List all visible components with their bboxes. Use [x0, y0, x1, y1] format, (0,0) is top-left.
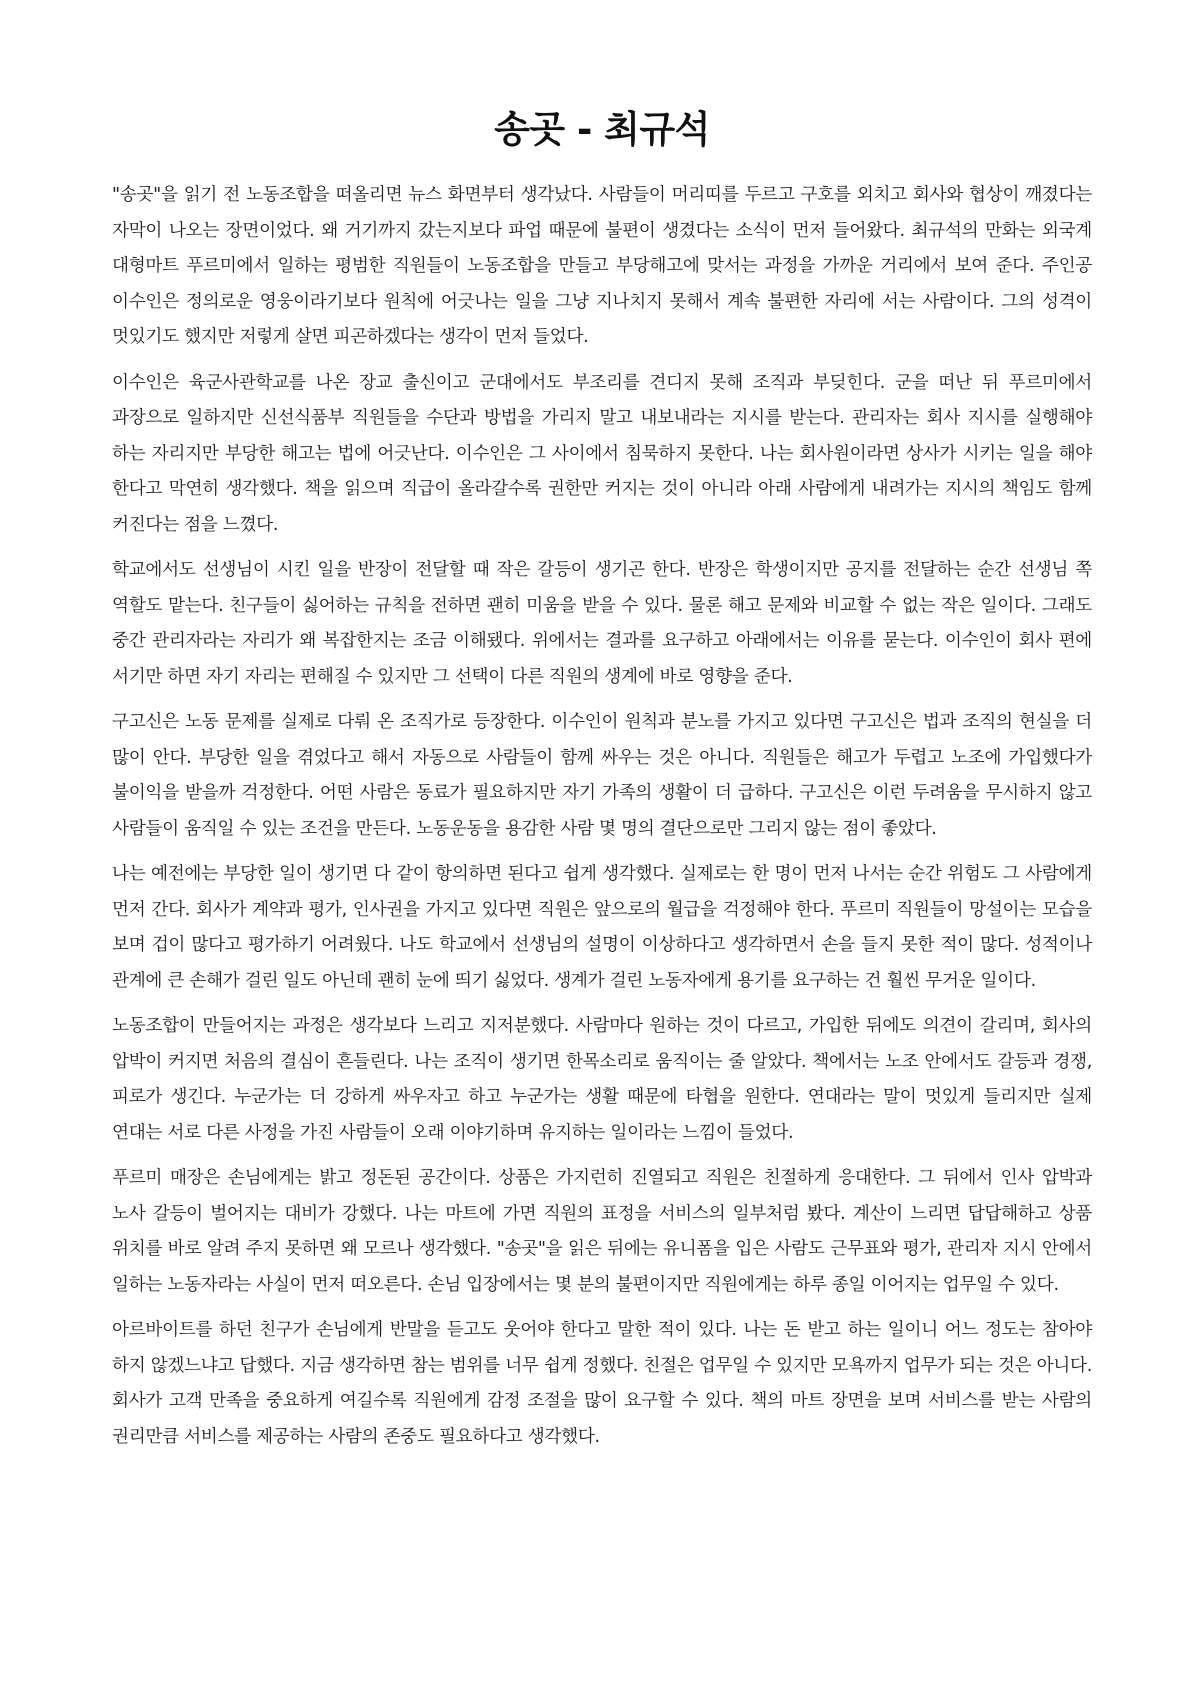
- paragraph: 아르바이트를 하던 친구가 손님에게 반말을 듣고도 웃어야 한다고 말한 적이 있다. 나는 돈 받고 하는 일이니 어느 정도는 참아야 하지 않겠느냐고 답했다. 지금 생각하면 참는 범위를 너무 쉽게 정했다. 친절은 업무일 수 있지만 모욕까지 업무가 되는 것은 아니다. 회사가 고객 만족을 중요하게 여길수록 직원에게 감정 조절을 많이 요구할 수 있다. 책의 마트 장면을 보며 서비스를 받는 사람의 권리만큼 서비스를 제공하는 사람의 존중도 필요하다고 생각했다.: [112, 1320, 1092, 1447]
- paragraph: 구고신은 노동 문제를 실제로 다뤄 온 조직가로 등장한다. 이수인이 원칙과 분노를 가지고 있다면 구고신은 법과 조직의 현실을 더 많이 안다. 부당한 일을 겪었다고 해서 자동으로 사람들이 함께 싸우는 것은 아니다. 직원들은 해고가 두렵고 노조에 가입했다가 불이익을 받을까 걱정한다. 어떤 사람은 동료가 필요하지만 자기 가족의 생활이 더 급하다. 구고신은 이런 두려움을 무시하지 않고 사람들이 움직일 수 있는 조건을 만든다. 노동운동을 용감한 사람 몇 명의 결단으로만 그리지 않는 점이 좋았다.: [112, 712, 1092, 839]
- document-body: [112, 178, 1092, 1455]
- paragraph: 이수인은 육군사관학교를 나온 장교 출신이고 군대에서도 부조리를 견디지 못해 조직과 부딪힌다. 군을 떠난 뒤 푸르미에서 과장으로 일하지만 신선식품부 직원들을 수단과 방법을 가리지 말고 내보내라는 지시를 받는다. 관리자는 회사 지시를 실행해야 하는 자리지만 부당한 해고는 법에 어긋난다. 이수인은 그 사이에서 침묵하지 못한다. 나는 회사원이라면 상사가 시키는 일을 해야 한다고 막연히 생각했다. 책을 읽으며 직급이 올라갈수록 권한만 커지는 것이 아니라 아래 사람에게 내려가는 지시의 책임도 함께 커진다는 점을 느꼈다.: [112, 372, 1092, 535]
- paragraph: "송곳"을 읽기 전 노동조합을 떠올리면 뉴스 화면부터 생각났다. 사람들이 머리띠를 두르고 구호를 외치고 회사와 협상이 깨졌다는 자막이 나오는 장면이었다. 왜 거기까지 갔는지보다 파업 때문에 불편이 생겼다는 소식이 먼저 들어왔다. 최규석의 만화는 외국계 대형마트 푸르미에서 일하는 평범한 직원들이 노동조합을 만들고 부당해고에 맞서는 과정을 가까운 거리에서 보여 준다. 주인공 이수인은 정의로운 영웅이라기보다 원칙에 어긋나는 일을 그냥 지나치지 못해서 계속 불편한 자리에 서는 사람이다. 그의 성격이 멋있기도 했지만 저렇게 살면 피곤하겠다는 생각이 먼저 들었다.: [112, 185, 1092, 348]
- paragraph: 나는 예전에는 부당한 일이 생기면 다 같이 항의하면 된다고 쉽게 생각했다. 실제로는 한 명이 먼저 나서는 순간 위험도 그 사람에게 먼저 간다. 회사가 계약과 평가, 인사권을 가지고 있다면 직원은 앞으로의 월급을 걱정해야 한다. 푸르미 직원들이 망설이는 모습을 보며 겁이 많다고 평가하기 어려웠다. 나도 학교에서 선생님의 설명이 이상하다고 생각하면서 손을 들지 못한 적이 많다. 성적이나 관계에 큰 손해가 걸린 일도 아닌데 괜히 눈에 띄기 싫었다. 생계가 걸린 노동자에게 용기를 요구하는 건 훨씬 무거운 일이다.: [112, 864, 1092, 991]
- document-title: 송곳 - 최규석: [494, 108, 710, 151]
- paragraph: 노동조합이 만들어지는 과정은 생각보다 느리고 지저분했다. 사람마다 원하는 것이 다르고, 가입한 뒤에도 의견이 갈리며, 회사의 압박이 커지면 처음의 결심이 흔들린다. 나는 조직이 생기면 한목소리로 움직이는 줄 알았다. 책에서는 노조 안에서도 갈등과 경쟁, 피로가 생긴다. 누군가는 더 강하게 싸우자고 하고 누군가는 생활 때문에 타협을 원한다. 연대라는 말이 멋있게 들리지만 실제 연대는 서로 다른 사정을 가진 사람들이 오래 이야기하며 유지하는 일이라는 느낌이 들었다.: [112, 1016, 1092, 1143]
- paragraph: 푸르미 매장은 손님에게는 밝고 정돈된 공간이다. 상품은 가지런히 진열되고 직원은 친절하게 응대한다. 그 뒤에서 인사 압박과 노사 갈등이 벌어지는 대비가 강했다. 나는 마트에 가면 직원의 표정을 서비스의 일부처럼 봤다. 계산이 느리면 답답해하고 상품 위치를 바로 알려 주지 못하면 왜 모르나 생각했다. "송곳"을 읽은 뒤에는 유니폼을 입은 사람도 근무표와 평가, 관리자 지시 안에서 일하는 노동자라는 사실이 먼저 떠오른다. 손님 입장에서는 몇 분의 불편이지만 직원에게는 하루 종일 이어지는 업무일 수 있다.: [112, 1168, 1092, 1295]
- paragraph: 학교에서도 선생님이 시킨 일을 반장이 전달할 때 작은 갈등이 생기곤 한다. 반장은 학생이지만 공지를 전달하는 순간 선생님 쪽 역할도 맡는다. 친구들이 싫어하는 규칙을 전하면 괜히 미움을 받을 수 있다. 물론 해고 문제와 비교할 수 없는 작은 일이다. 그래도 중간 관리자라는 자리가 왜 복잡한지는 조금 이해됐다. 위에서는 결과를 요구하고 아래에서는 이유를 묻는다. 이수인이 회사 편에 서기만 하면 자기 자리는 편해질 수 있지만 그 선택이 다른 직원의 생계에 바로 영향을 준다.: [112, 560, 1092, 687]
